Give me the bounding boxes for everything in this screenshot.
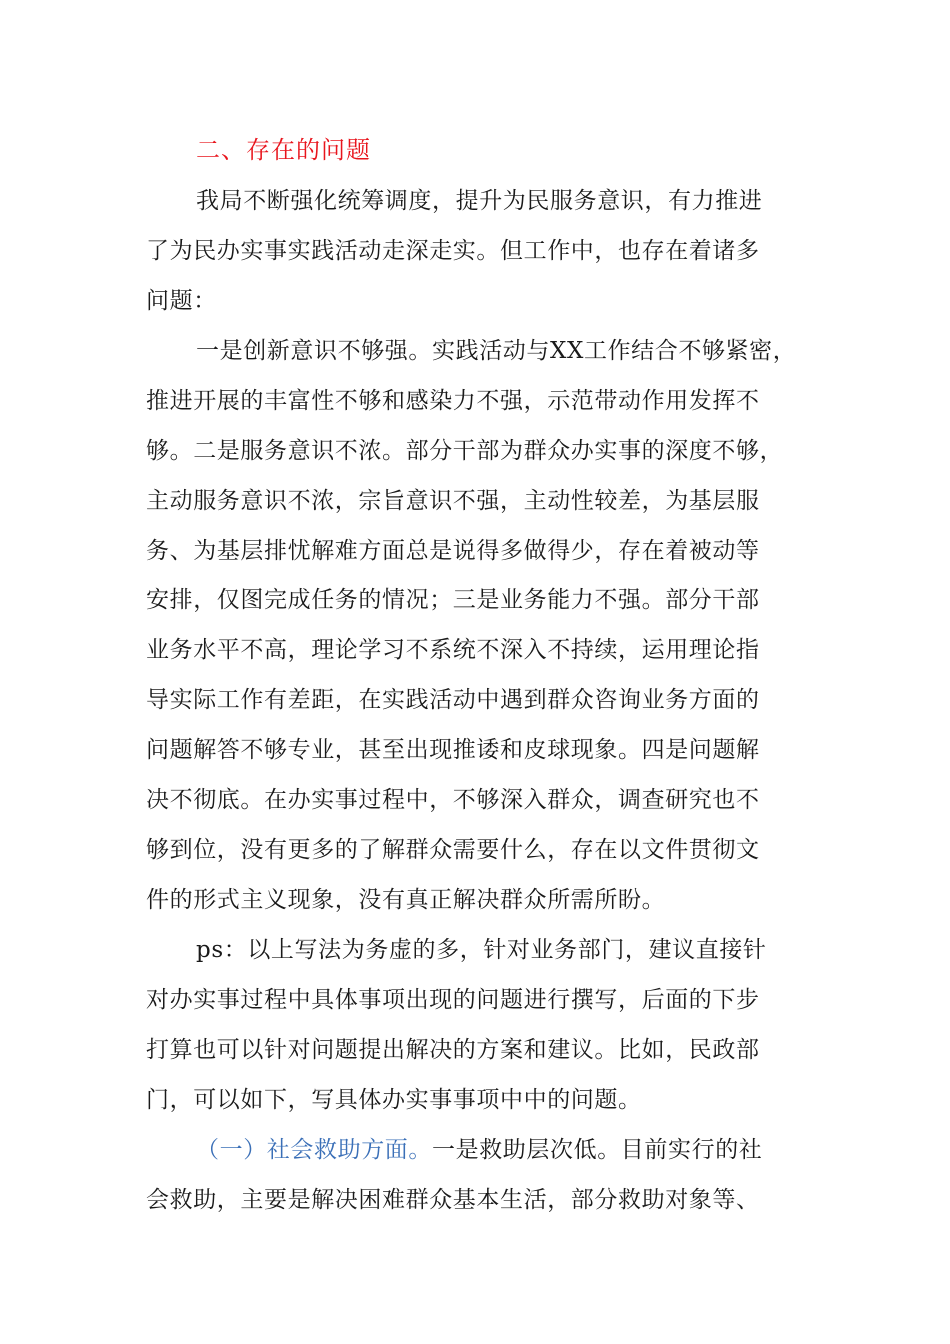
paragraph-line: 主动服务意识不浓，宗旨意识不强，主动性较差，为基层服 — [146, 488, 760, 514]
paragraph-line: 会救助，主要是解决困难群众基本生活，部分救助对象等、 — [146, 1187, 760, 1213]
subsection-text: 一是救助层次低。目前实行的社 — [432, 1137, 763, 1163]
paragraph-line: 决不彻底。在办实事过程中，不够深入群众，调查研究也不 — [146, 787, 760, 813]
paragraph-line: 导实际工作有差距，在实践活动中遇到群众咨询业务方面的 — [146, 687, 760, 713]
paragraph-line: 打算也可以针对问题提出解决的方案和建议。比如，民政部 — [146, 1037, 760, 1063]
paragraph-line: 务、为基层排忧解难方面总是说得多做得少，存在着被动等 — [146, 538, 760, 564]
paragraph-line: 了为民办实事实践活动走深走实。但工作中，也存在着诸多 — [146, 238, 760, 264]
paragraph-line: 门，可以如下，写具体办实事事项中中的问题。 — [146, 1087, 642, 1113]
paragraph-line: 一是创新意识不够强。实践活动与XX工作结合不够紧密， — [196, 338, 797, 364]
paragraph-line: 件的形式主义现象，没有真正解决群众所需所盼。 — [146, 887, 666, 913]
paragraph-line: 问题： — [146, 288, 217, 314]
paragraph-line: ps：以上写法为务虚的多，针对业务部门，建议直接针 — [196, 937, 767, 963]
paragraph-line: 我局不断强化统筹调度，提升为民服务意识，有力推进 — [196, 188, 763, 214]
paragraph-line: 够到位，没有更多的了解群众需要什么，存在以文件贯彻文 — [146, 837, 760, 863]
paragraph-line: 推进开展的丰富性不够和感染力不强，示范带动作用发挥不 — [146, 388, 760, 414]
section-heading: 二、存在的问题 — [196, 136, 371, 164]
paragraph-line: 问题解答不够专业，甚至出现推诿和皮球现象。四是问题解 — [146, 737, 760, 763]
subsection-label: （一）社会救助方面。 — [196, 1137, 432, 1163]
paragraph-line: 够。二是服务意识不浓。部分干部为群众办实事的深度不够， — [146, 438, 784, 464]
section-line — [196, 1135, 806, 1165]
paragraph-line: 业务水平不高，理论学习不系统不深入不持续，运用理论指 — [146, 637, 760, 663]
paragraph-line: 安排，仅图完成任务的情况；三是业务能力不强。部分干部 — [146, 587, 760, 613]
paragraph-line: 对办实事过程中具体事项出现的问题进行撰写，后面的下步 — [146, 987, 760, 1013]
